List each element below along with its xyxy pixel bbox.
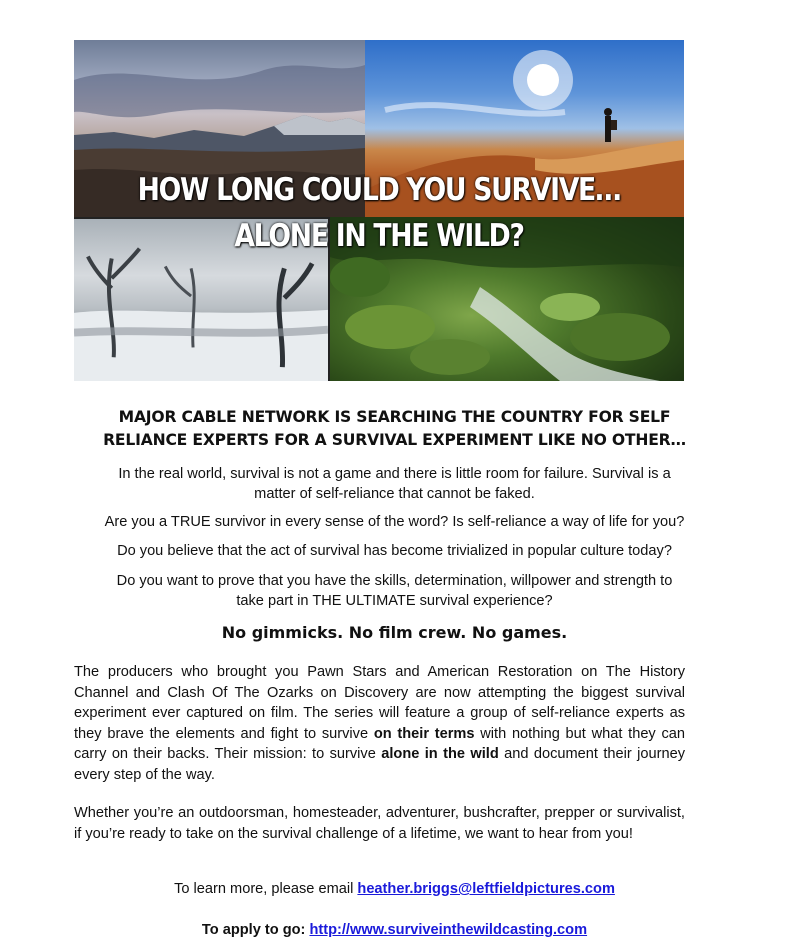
intro-paragraph-3: Do you believe that the act of survival has become trivialized in popular culture today? bbox=[117, 543, 672, 559]
subhead-line-1: MAJOR CABLE NETWORK IS SEARCHING THE COUNTRY FOR SELF bbox=[118, 408, 671, 426]
apply-prefix: To apply to go: bbox=[201, 922, 310, 938]
body-p1-text-a: The producers who brought you Pawn Stars and American Restoration on The History Channel and Clash Of The Ozarks on Discovery are now attempting the biggest survival experiment ever captured on film. The series will feature a group of self-reliance experts as they brave the elements and fight to survive bbox=[74, 664, 685, 742]
intro-p1-line-2: matter of self-reliance that cannot be faked. bbox=[254, 486, 535, 502]
headline-line-1: HOW LONG COULD YOU SURVIVE… bbox=[137, 172, 621, 208]
apply-line bbox=[60, 922, 729, 938]
intro-paragraph-1 bbox=[60, 464, 729, 504]
intro-p4-line-1: Do you want to prove that you have the skills, determination, willpower and strength to bbox=[116, 573, 673, 589]
body-paragraph-2: Whether you’re an outdoorsman, homesteader, adventurer, bushcrafter, prepper or survivalist, if you’re ready to take on the survival challenge of a lifetime, we want to hear from you! bbox=[74, 805, 685, 842]
body-p1-bold-terms: on their terms bbox=[373, 725, 475, 742]
apply-url-link[interactable]: http://www.surviveinthewildcasting.com bbox=[309, 922, 588, 938]
body-p1-text-b: with nothing but what they can carry on their backs. Their mission: to survive bbox=[74, 725, 685, 762]
intro-paragraph-4 bbox=[60, 571, 729, 611]
intro-p1-line-1: In the real world, survival is not a game and there is little room for failure. Survival is a bbox=[118, 466, 671, 482]
email-link[interactable]: heather.briggs@leftfieldpictures.com bbox=[357, 881, 615, 897]
intro-paragraph-2: Are you a TRUE survivor in every sense of the word? Is self-reliance a way of life for you? bbox=[104, 514, 685, 530]
subhead-line-2: RELIANCE EXPERTS FOR A SURVIVAL EXPERIMENT LIKE NO OTHER… bbox=[103, 431, 686, 449]
body-p1-text-c: and document their journey every step of the way. bbox=[74, 746, 685, 783]
hero-collage bbox=[74, 40, 684, 381]
email-contact-line bbox=[60, 881, 729, 897]
email-prefix: To learn more, please email bbox=[174, 881, 358, 897]
tagline: No gimmicks. No film crew. No games. bbox=[221, 623, 568, 642]
intro-p4-line-2: take part in THE ULTIMATE survival experience? bbox=[236, 593, 553, 609]
body-p1-bold-alone: alone in the wild bbox=[381, 746, 499, 762]
headline-line-2: ALONE IN THE WILD? bbox=[234, 218, 524, 254]
body-paragraph-1 bbox=[74, 662, 685, 785]
casting-subheadline bbox=[60, 406, 729, 452]
